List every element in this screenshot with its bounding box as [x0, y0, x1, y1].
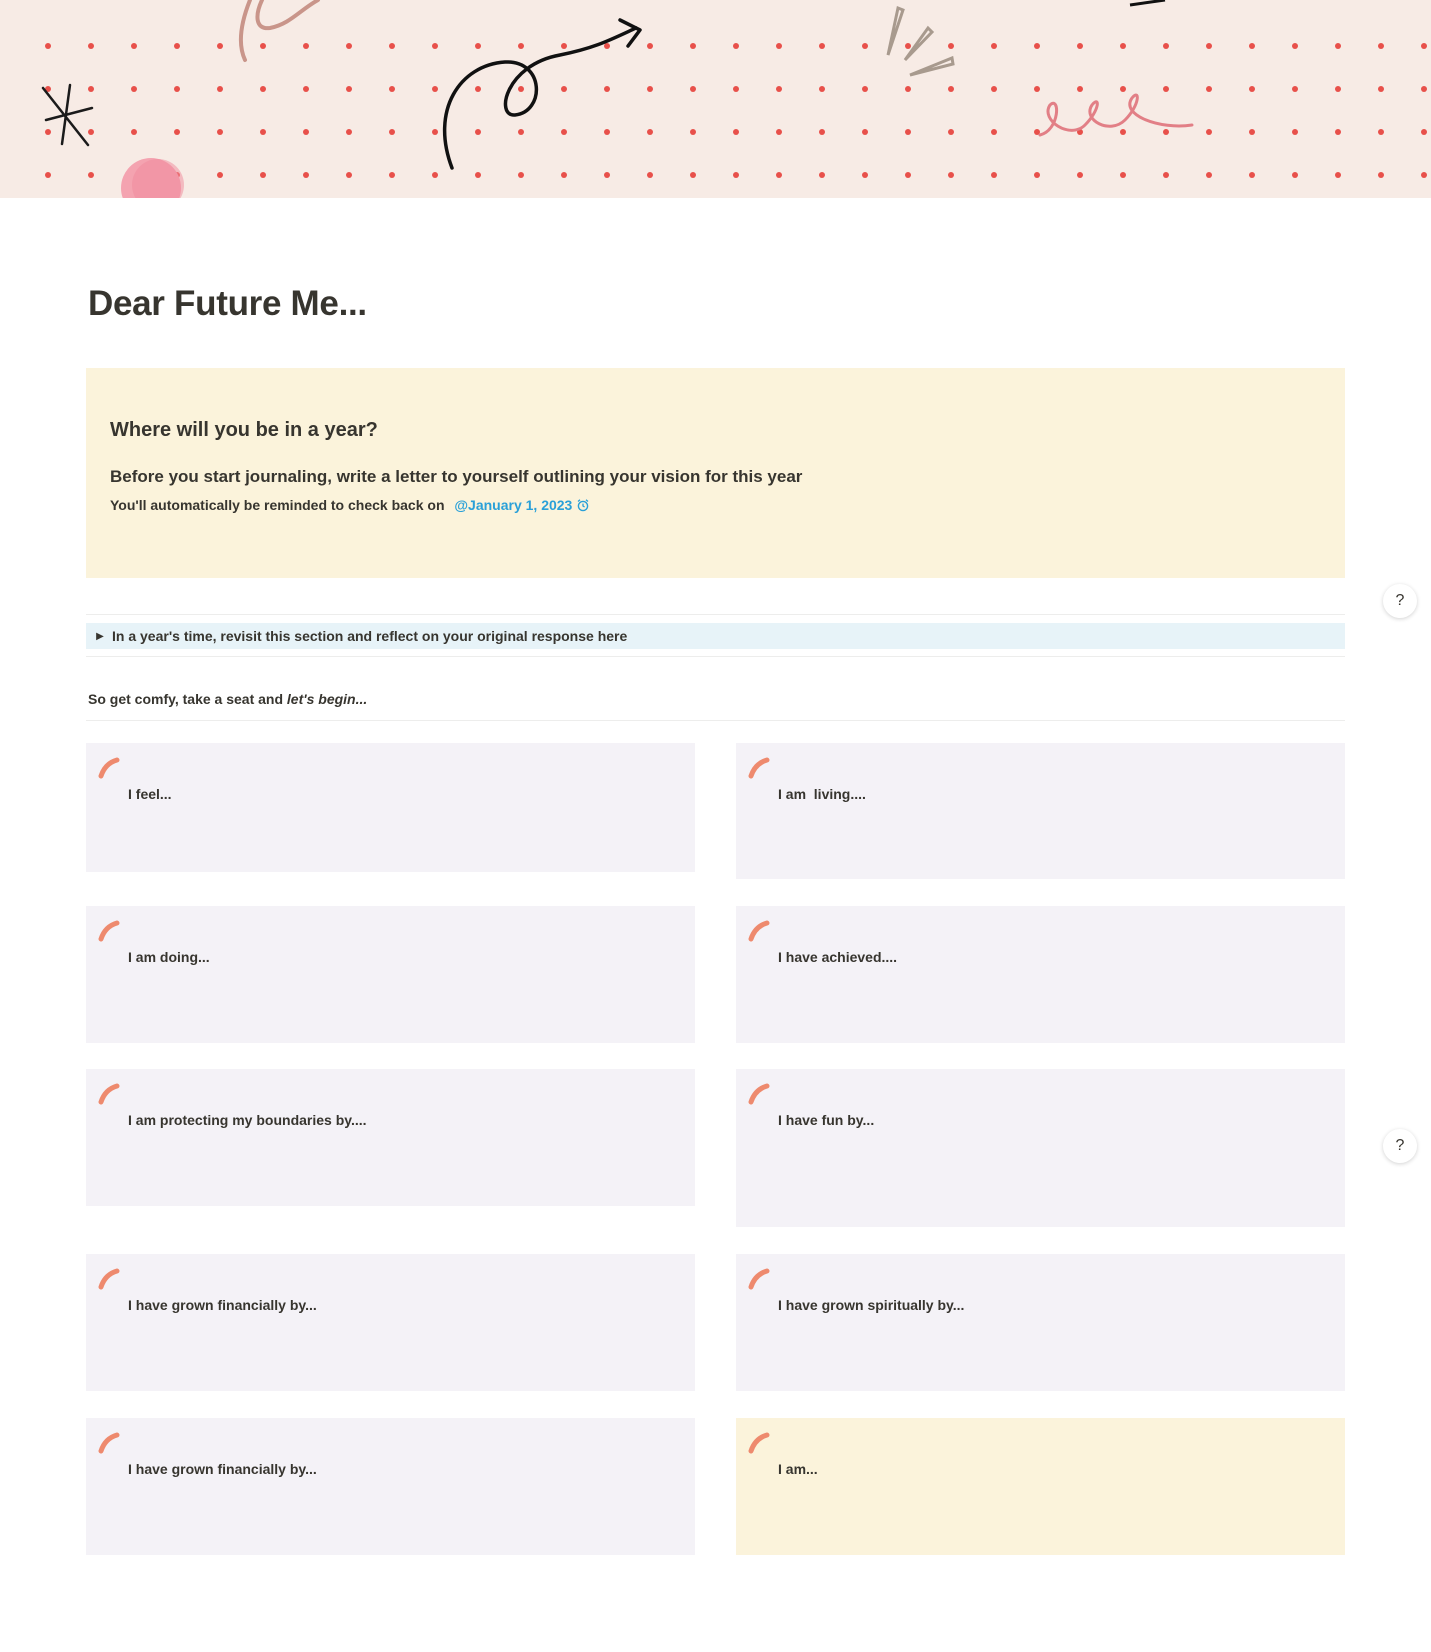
triangle-right-icon[interactable]: ▶	[96, 630, 104, 642]
card-living[interactable]	[736, 743, 1345, 879]
card-label: I have grown financially by...	[128, 1461, 317, 1477]
card-boundaries[interactable]	[86, 1069, 695, 1206]
page-title[interactable]: Dear Future Me...	[88, 284, 367, 323]
paint-stroke-icon	[748, 1083, 770, 1105]
paint-stroke-icon	[748, 757, 770, 779]
callout-lead[interactable]: Before you start journaling, write a letter to yourself outlining your vision for this year	[110, 467, 803, 486]
card-label: I have achieved....	[778, 949, 898, 965]
card-label: I am doing...	[128, 949, 210, 965]
card-spiritual[interactable]	[736, 1254, 1345, 1391]
reflection-toggle[interactable]	[86, 623, 1345, 649]
callout-heading[interactable]: Where will you be in a year?	[110, 419, 378, 441]
cover-image	[0, 0, 1431, 198]
card-label: I have grown spiritually by...	[778, 1297, 965, 1313]
paint-stroke-icon	[98, 1083, 120, 1105]
intro-italic: let's begin...	[286, 691, 368, 707]
paint-stroke-icon	[98, 1268, 120, 1290]
card-label: I feel...	[128, 786, 172, 802]
card-financial[interactable]	[86, 1254, 695, 1391]
intro-plain: So get comfy, take a seat and	[88, 691, 287, 707]
help-button[interactable]: ?	[1383, 584, 1417, 618]
card-fun[interactable]	[736, 1069, 1345, 1227]
intro-text[interactable]	[88, 691, 367, 707]
card-feel[interactable]	[86, 743, 695, 872]
card-financial-2[interactable]	[86, 1418, 695, 1555]
card-label: I have fun by...	[778, 1112, 875, 1128]
callout-reminder	[110, 497, 1321, 513]
card-label: I am protecting my boundaries by....	[128, 1112, 367, 1128]
reminder-date-mention[interactable]	[454, 497, 590, 513]
reminder-text: You'll automatically be reminded to check back on	[110, 497, 445, 513]
help-button[interactable]: ?	[1383, 1129, 1417, 1163]
paint-stroke-icon	[98, 757, 120, 779]
paint-stroke-icon	[748, 1268, 770, 1290]
card-achieved[interactable]	[736, 906, 1345, 1043]
card-label: I have grown financially by...	[128, 1297, 317, 1313]
card-label: I am living....	[778, 786, 866, 802]
dot-pattern	[43, 43, 1431, 193]
alarm-clock-icon	[576, 498, 590, 512]
reminder-date[interactable]: @January 1, 2023	[454, 497, 573, 513]
divider	[86, 656, 1345, 657]
divider	[86, 614, 1345, 615]
paint-stroke-icon	[98, 920, 120, 942]
card-label: I am...	[778, 1461, 818, 1477]
paint-stroke-icon	[748, 1432, 770, 1454]
paint-stroke-icon	[748, 920, 770, 942]
divider	[86, 720, 1345, 721]
card-i-am[interactable]	[736, 1418, 1345, 1555]
cover-illustration	[0, 0, 1431, 198]
card-doing[interactable]	[86, 906, 695, 1043]
paint-stroke-icon	[98, 1432, 120, 1454]
intro-callout	[86, 368, 1345, 578]
toggle-label: In a year's time, revisit this section and reflect on your original response here	[112, 628, 628, 644]
